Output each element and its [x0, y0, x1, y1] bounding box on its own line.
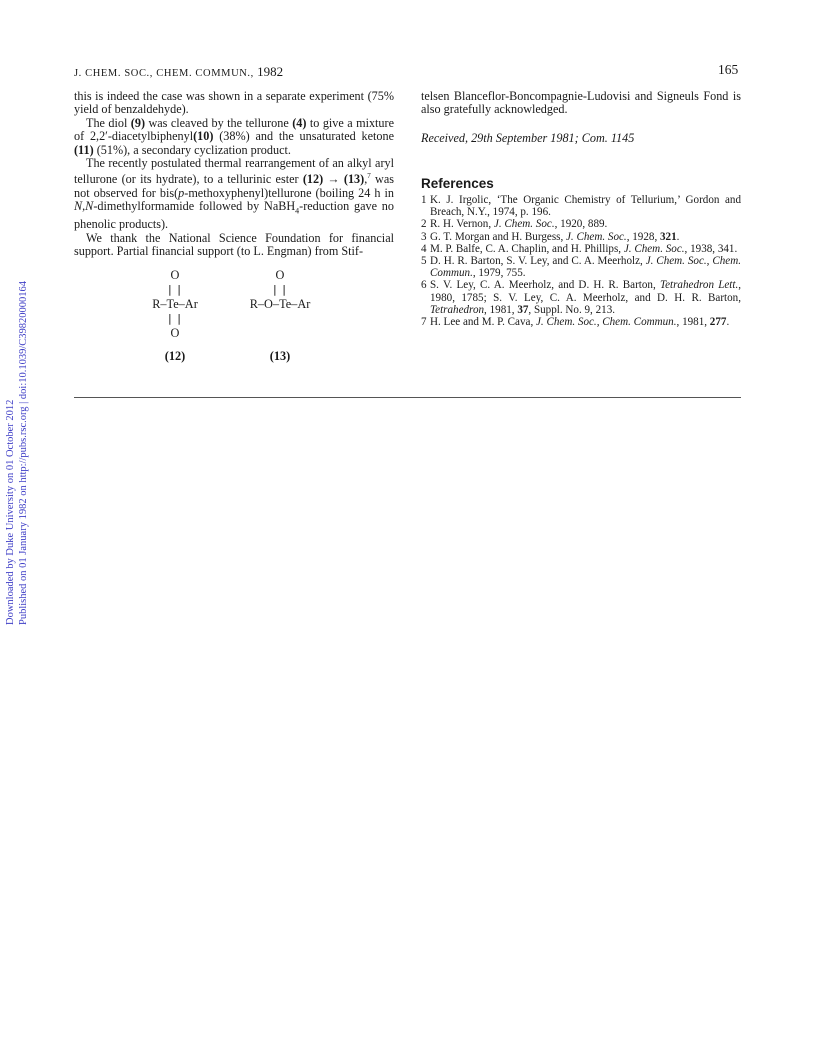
journal-name: J. CHEM. SOC., CHEM. COMMUN., — [74, 68, 254, 79]
footnote-marker: 7 — [367, 172, 371, 181]
running-head — [74, 64, 283, 80]
double-bond: | | — [168, 311, 182, 325]
horizontal-rule — [74, 397, 741, 398]
double-bond: | | — [273, 282, 287, 296]
references-heading: References — [421, 176, 494, 191]
download-watermark — [0, 255, 42, 625]
paragraph-1: this is indeed the case was shown in a separate experiment (75% yield of benzaldehyde). — [74, 89, 394, 117]
structure-formula: R–Te–Ar — [152, 297, 198, 311]
structure-label: (12) — [164, 348, 186, 363]
left-column — [74, 90, 394, 258]
atom-o-top: O — [170, 268, 180, 282]
structure-12 — [140, 268, 210, 363]
structure-13 — [230, 268, 330, 363]
atom-o-bottom: O — [170, 326, 180, 340]
atom-o-top: O — [275, 268, 285, 282]
structure-label: (13) — [269, 348, 291, 363]
paragraph-2: The diol (9) was cleaved by the tellurone (4) to give a mixture of 2,2′-diacetylbiphenyl(10) (38%) and the unsaturated ketone (11) (51%), a secondary cyclization product. — [74, 115, 394, 157]
received-date: Received, 29th September 1981; Com. 1145 — [421, 131, 635, 145]
reference-item: 7 H. Lee and M. P. Cava, J. Chem. Soc., Chem. Commun., 1981, 277. — [421, 316, 730, 329]
reference-item: 5 D. H. R. Barton, S. V. Ley, and C. A. Meerholz, J. Chem. Soc., Chem. Commun., 1979, 755. — [421, 255, 741, 280]
reference-item: 3 G. T. Morgan and H. Burgess, J. Chem. Soc., 1928, 321. — [421, 230, 680, 243]
reference-item: 2 R. H. Vernon, J. Chem. Soc., 1920, 889. — [421, 218, 608, 231]
reference-item: 6 S. V. Ley, C. A. Meerholz, and D. H. R. Barton, Tetrahedron Lett., 1980, 1785; S. V. Ley, C. A. Meerholz, and D. H. R. Barton, Tetrahedron, 1981, 37, Suppl. No. 9, 213. — [421, 279, 742, 316]
acknowledgement-continued: telsen Blanceflor-Boncompagnie-Ludovisi and Signeuls Fond is also gratefully acknowledged. — [421, 89, 741, 117]
right-column — [421, 90, 741, 117]
double-bond: | | — [168, 282, 182, 296]
structure-formula: R–O–Te–Ar — [249, 297, 311, 311]
journal-year: 1982 — [257, 64, 284, 79]
references-list — [421, 194, 741, 328]
watermark-line-downloaded: Downloaded by Duke University on 01 October 2012 — [5, 399, 16, 625]
reference-item: 4 M. P. Balfe, C. A. Chaplin, and H. Phillips, J. Chem. Soc., 1938, 341. — [421, 242, 738, 255]
paragraph-3: The recently postulated thermal rearrangement of an alkyl aryl tellurone (or its hydrate), to a tellurinic ester (12) → (13),$^7$ was not observed for bis(p-methoxyphenyl)tellurone (boiling 24 h in N,N-dimethylformamide followed by NaBH$_4$-reduction gave no phenolic products). — [74, 156, 395, 232]
page-number: 165 — [718, 62, 739, 77]
reference-item: 1 K. J. Irgolic, ‘The Organic Chemistry of Tellurium,’ Gordon and Breach, N.Y., 1974, p. 196. — [421, 194, 741, 219]
paragraph-4: We thank the National Science Foundation for financial support. Partial financial support (to L. Engman) from Stif- — [74, 230, 394, 258]
watermark-line-published: Published on 01 January 1982 on http://pubs.rsc.org | doi:10.1039/C39820000164 — [18, 280, 29, 625]
